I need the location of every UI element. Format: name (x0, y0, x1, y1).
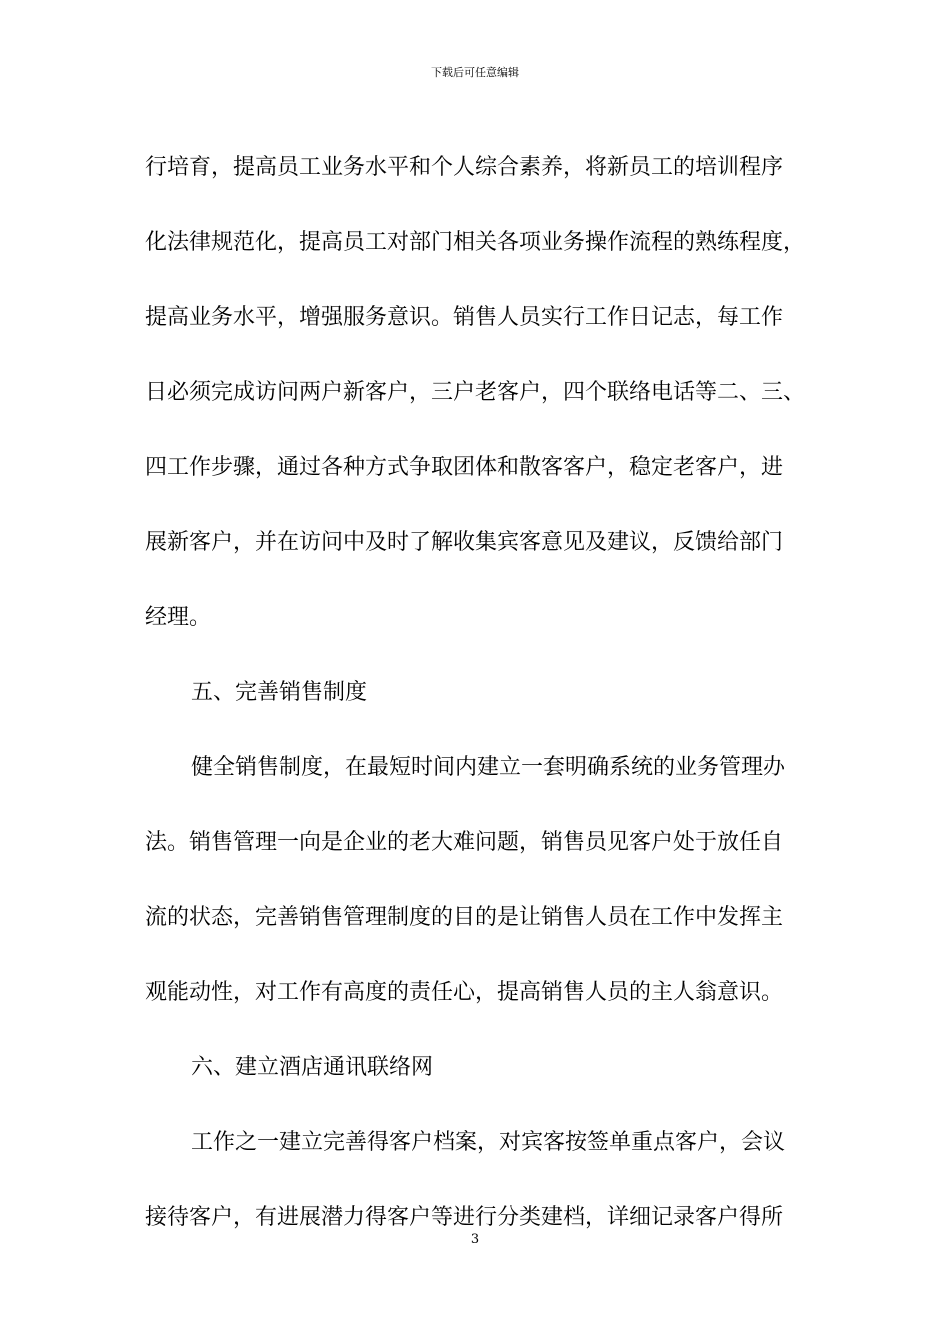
text-line: 四工作步骤，通过各种方式争取团体和散客客户，稳定老客户，进 (145, 455, 784, 480)
document-body (145, 130, 807, 1255)
section-heading-6: 六、建立酒店通讯联络网 (191, 1055, 434, 1080)
text-line: 接待客户，有进展潜力得客户等进行分类建档，详细记录客户得所 (145, 1205, 784, 1230)
text-line: 展新客户，并在访问中及时了解收集宾客意见及建议，反馈给部门 (145, 530, 784, 555)
text-line: 工作之一建立完善得客户档案，对宾客按签单重点客户，会议 (191, 1130, 786, 1155)
text-line: 提高业务水平，增强服务意识。销售人员实行工作日记志，每工作 (145, 305, 784, 330)
text-line: 化法律规范化，提高员工对部门相关各项业务操作流程的熟练程度， (145, 230, 806, 255)
text-line: 流的状态，完善销售管理制度的目的是让销售人员在工作中发挥主 (145, 905, 784, 930)
section-heading-5: 五、完善销售制度 (191, 680, 368, 705)
text-line: 观能动性，对工作有高度的责任心，提高销售人员的主人翁意识。 (145, 980, 784, 1005)
page-number: 3 (470, 1232, 480, 1247)
page-header: 下载后可任意编辑 (431, 66, 519, 79)
text-line: 经理。 (145, 605, 212, 630)
text-line: 法。销售管理一向是企业的老大难问题，销售员见客户处于放任自 (145, 830, 784, 855)
text-line: 日必须完成访问两户新客户，三户老客户，四个联络电话等二、三、 (145, 380, 806, 405)
text-line: 行培育，提高员工业务水平和个人综合素养，将新员工的培训程序 (145, 155, 784, 180)
text-line: 健全销售制度，在最短时间内建立一套明确系统的业务管理办 (191, 755, 786, 780)
